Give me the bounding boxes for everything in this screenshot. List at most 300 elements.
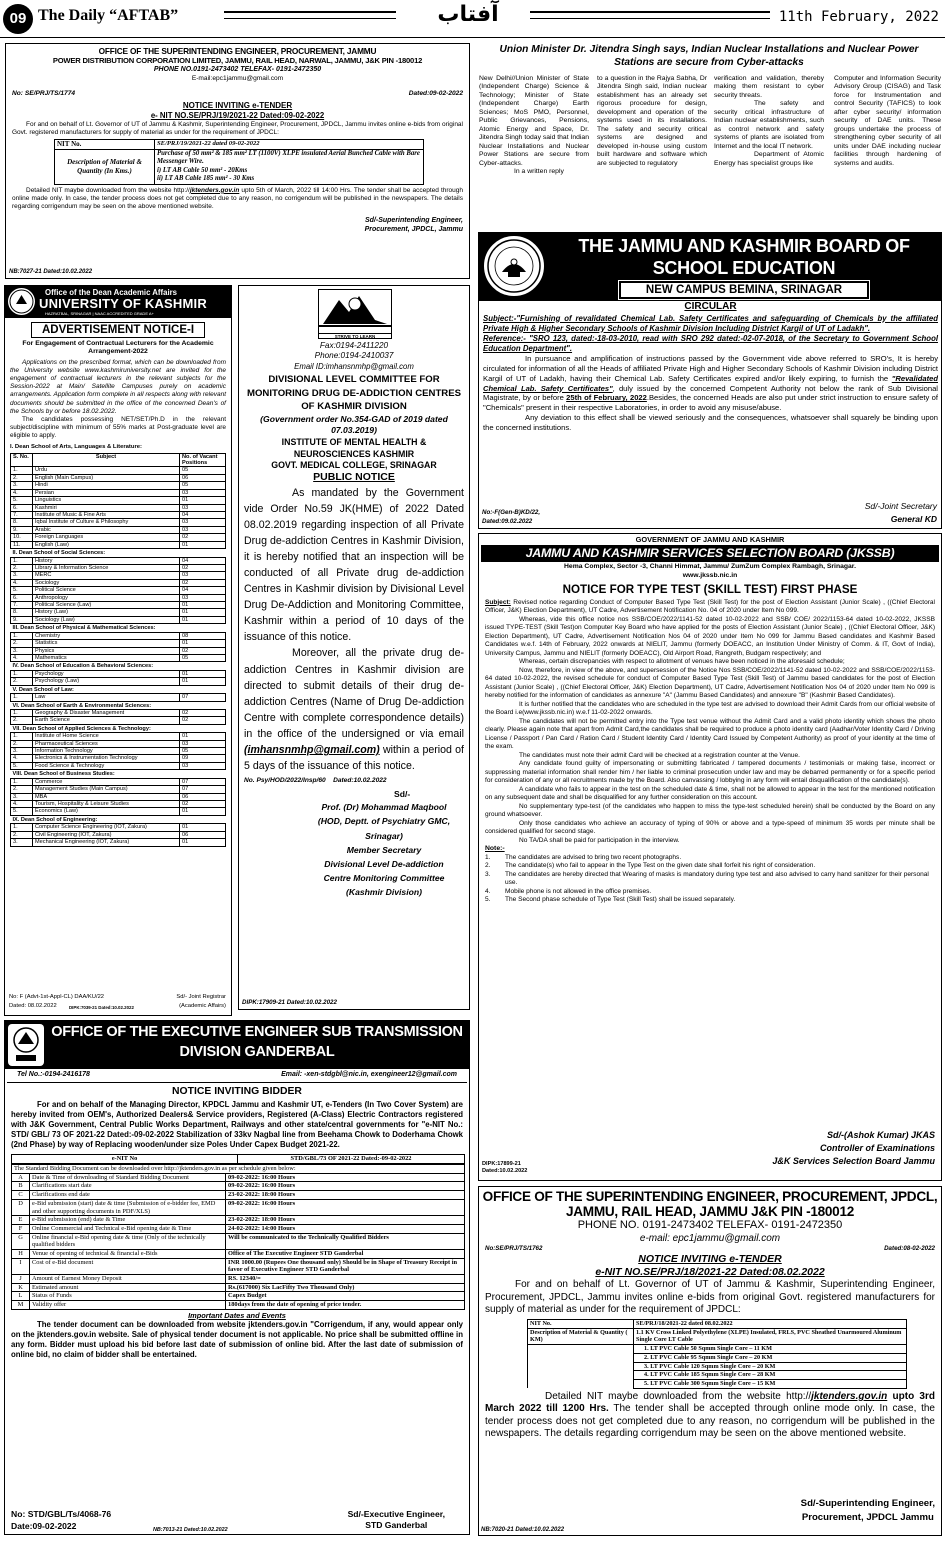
jpdcl-nit-label: NIT No.: [528, 1319, 634, 1328]
jpdcl-nb: NB:7020-21 Dated:10.02.2022: [481, 1526, 565, 1533]
ku-row-number: 6.: [11, 504, 33, 511]
ku-row-positions: 08: [180, 632, 226, 639]
ku-row-subject: Earth Science: [33, 717, 180, 724]
imhans-committee: DIVISIONAL LEVEL COMMITTEE FOR MONITORING DRUG DE-ADDICTION CENTRES OF KASHMIR DIVISION: [246, 374, 462, 413]
website-link[interactable]: jktenders.gov.in: [189, 186, 240, 194]
ku-row-positions: 02: [180, 647, 226, 654]
jkssb-note-number: 2.: [485, 862, 491, 870]
ku-row-positions: 05: [180, 748, 226, 755]
ku-row-number: 3.: [11, 748, 33, 755]
ku-section-heading: IV. Dean School of Education & Behavioral Sciences:: [12, 663, 154, 670]
ku-row-subject: Arabic: [33, 526, 180, 533]
ganderbal-email: Email: -xen-stdgbl@nic.in, exengineer12@gmail.com: [281, 1071, 457, 1078]
jkssb-paragraph: No TA/DA shall be paid for participation in the interview.: [519, 836, 680, 844]
ku-row-subject: Management Studies (Main Campus): [33, 786, 180, 793]
article-col-3b: The safety and security critical infrastructure of Indian nuclear establishments, such as control network and safety systems of plants are isolated from Internet and the local IT network.: [714, 100, 824, 150]
ku-section-row: [11, 724, 226, 732]
ku-row-subject: English (Main Campus): [33, 474, 180, 481]
jkssb-subject: Subject: Revised notice regarding Conduct of Computer Based Type Test (Skill Test) for the post of Election Assistant (Junior Scale) , ((Chief Electoral Officer, J&K) Election Department), UT Cadre, Advertisement Notification No. 04 of 2020 under Item No 099.: [485, 598, 935, 615]
bose-title-1: THE JAMMU AND KASHMIR BOARD OF: [578, 236, 910, 256]
ku-row-number: 5.: [11, 497, 33, 504]
jpdcl-item-row: [528, 1362, 907, 1371]
ku-vacancy-row: [11, 497, 226, 504]
imhans-signatory: Prof. (Dr) Mohammad Maqbool (HOD, Deptt. of Psychiatry GMC, Srinagar) Member Secretary Divisional Level De-addiction Centre Monitoring Committee (Kashmir Division): [317, 802, 451, 898]
ku-row-number: 2.: [11, 740, 33, 747]
bose-title-2: SCHOOL EDUCATION: [652, 258, 836, 278]
ku-dipk: DIPK:7039-21 Dated:10.02.2022: [69, 1004, 134, 1010]
kashmir-university-advertisement: [4, 285, 232, 1016]
imhans-public-notice: [238, 285, 470, 1010]
ganderbal-row-key: G: [12, 1233, 30, 1249]
ku-row-positions: 01: [180, 733, 226, 740]
ku-row-number: 2.: [11, 717, 33, 724]
ku-row-subject: Political Science (Law): [33, 602, 180, 609]
ku-row-positions: 03: [180, 762, 226, 769]
ganderbal-nit-label: e-NIT No: [12, 1155, 238, 1164]
masthead: [0, 0, 945, 40]
ku-para-2: The candidates possessing NET/SET/Ph.D in the relevant subject/discipline with minimum of 55% marks at Post-graduate level are eligible to apply.: [10, 415, 226, 440]
ku-row-number: 6.: [11, 594, 33, 601]
imhans-email: Email ID:imhansnmhp@gmail.com: [294, 361, 414, 371]
ku-vacancy-row: [11, 801, 226, 808]
jkssb-signature: Sd/-(Ashok Kumar) JKAS Controller of Examinations J&K Services Selection Board Jammu: [772, 1130, 935, 1167]
ku-row-subject: Tourism, Hospitality & Leisure Studies: [33, 801, 180, 808]
ku-row-positions: 06: [180, 831, 226, 838]
page-number: 09: [3, 4, 33, 34]
tender-intro: For and on behalf of Lt. Governor of UT of Jammu & Kashmir, Superintending Engineer, Procurement, JPDCL, Jammu invites online e-bids from original Govt. registered manufacturers for supply of material as under for the requirement of JPDCL:: [12, 120, 463, 136]
ku-vacancy-row: [11, 647, 226, 654]
ku-row-number: 2.: [11, 564, 33, 571]
ku-vacancy-row: [11, 489, 226, 496]
reference-number: No: SE/PRJ/TS/1774: [12, 89, 76, 97]
imhans-emblem: STRIVE TO LEARN: [318, 289, 392, 339]
ku-row-number: 2.: [11, 831, 33, 838]
imhans-phone: Phone:0194-2410037: [314, 351, 394, 361]
circular-warning: Any deviation to this effect shall be viewed seriously and the consequences, whatsoever shall squarely be binding upon the concerned institutions.: [483, 413, 938, 433]
ku-row-positions: 07: [180, 786, 226, 793]
imhans-college: GOVT. MEDICAL COLLEGE, SRINAGAR: [271, 460, 437, 471]
imhans-ref: No. Psy/HOD/2022/Insp/60 Dated:10.02.2022: [244, 777, 387, 785]
ku-row-positions: 09: [180, 755, 226, 762]
ku-row-subject: Persian: [33, 489, 180, 496]
signature-line-1: Sd/-Superintending Engineer,: [364, 217, 463, 225]
ganderbal-tender-notice: [4, 1020, 470, 1535]
ganderbal-schedule-row: [12, 1301, 465, 1310]
ku-vacancy-row: [11, 534, 226, 541]
jpdcl-signature: Sd/-Superintending Engineer, Procurement, JPDCL Jammu: [800, 1498, 935, 1523]
ku-subtitle: HAZRATBAL, SRINAGAR | NAAC ACCREDITED GRADE A+: [45, 311, 154, 316]
jkssb-paragraph: Whereas, vide this office notice nos SSB/COE/2022/1141-52 dated 10-02-2022 and SSB/ COE/ 2022/1153-64 dated 10-02-2022, JKSSB issued TYPE-TEST (Skill Test)on Computer Key Board who have applied for the posts of Election Assistant (Junior Scale) , ((Chief Electoral Officer, J&K) Election Department), UT Cadre, Advertisement Notification Nos 04 of 2020 under Item No 099 for Jammu Based candidates and Kashmir Based Candidates w.e.f. 14th of February, 2022 onwards at NIELIT, Jammu (formerly DOEACC, an Institution Under Ministry of Comm. & IT, Govt of India), University Campus, Jammu and NIELIT (formerly DOEACC), Old Airport Road, Rangreth, Budgam respectively; and: [485, 615, 935, 657]
ku-vacancy-table: [10, 453, 226, 847]
ku-vacancy-row: [11, 678, 226, 685]
jkssb-paragraph: Only those candidates who achieve an accuracy of typing of 90% or above and a type-speed of minimum 35 words per minute shall be considered qualified for second stage.: [485, 819, 935, 836]
ganderbal-row-key: K: [12, 1283, 30, 1292]
jkssb-paragraph: Now, therefore, in view of the above, and supersession of the Notice Nos SSB/COE/2022/1141-52 dated 10-02-2022 and SSB/COE/2022/1153-64 dated 10-02-2022, the revised schedule for conduct of Computer Based Type Test (Skill Test) of Jammu based candidates for the post of Election Assistant (Junior Scale) , ((Chief Electoral Officer, J&K) Election Department), UT Cadre, Advertisement Notification Nos 04 of 2020 under Item No 099 is hereby notified for the information of candidates as annexure "A" (Jammu Based Candidates) and annexure "B" (Kashmir Based Candidates).: [485, 666, 935, 700]
imhans-institute: INSTITUTE OF MENTAL HEALTH & NEUROSCIENCES KASHMIR: [281, 436, 427, 459]
ganderbal-schedule-row: [12, 1216, 465, 1225]
ganderbal-row-key: L: [12, 1292, 30, 1301]
ku-row-subject: Electronics & Instrumentation Technology: [33, 755, 180, 762]
ganderbal-row-key: E: [12, 1216, 30, 1225]
ku-row-number: 5.: [11, 587, 33, 594]
tender-notice-jpdcl-cables: [478, 1186, 942, 1536]
ku-row-positions: 03: [180, 519, 226, 526]
ganderbal-emblem: [8, 1024, 44, 1066]
jkssb-note-number: 3.: [485, 870, 491, 878]
ku-row-subject: Economics (Law): [33, 808, 180, 815]
ganderbal-row-value: Rs.(617000) Six LacFifty Two Thousand Only): [226, 1283, 465, 1292]
jkssb-board: JAMMU AND KASHMIR SERVICES SELECTION BOARD (JKSSB): [481, 545, 939, 562]
ganderbal-row-description: e-Bid submission (start) date & time (Submission of e-bidder fee, EMD and other supporting documents in PDF/XLS): [30, 1199, 226, 1215]
ku-row-number: 4.: [11, 801, 33, 808]
ganderbal-notice-title: NOTICE INVITING BIDDER: [172, 1085, 302, 1097]
ku-vacancy-row: [11, 504, 226, 511]
ku-row-number: 2.: [11, 640, 33, 647]
jkssb-notice-title: NOTICE FOR TYPE TEST (SKILL TEST) FIRST PHASE: [562, 583, 858, 597]
ganderbal-schedule-row: [12, 1292, 465, 1301]
jkssb-paragraph: No supplementary type-test (of the candidates who happen to miss the type-test scheduled herein) shall be conducted by the Board on any ground whatsoever.: [485, 802, 935, 819]
article-col-1b: In a written reply: [514, 168, 564, 176]
ku-row-subject: Mathematics: [33, 654, 180, 661]
ganderbal-schedule-row: [12, 1224, 465, 1233]
ku-row-subject: Civil Engineering (IOT, Zakura): [33, 831, 180, 838]
ku-section-row: [11, 685, 226, 693]
ku-vacancy-row: [11, 632, 226, 639]
item-2: ii) LT AB Cable 185 mm² - 30 Kms: [157, 175, 255, 183]
jkssb-type-test-notice: [478, 533, 942, 1181]
ku-vacancy-row: [11, 557, 226, 564]
ku-vacancy-row: [11, 572, 226, 579]
bose-circular: [478, 232, 942, 529]
description-label: Description of Material & Quantity (In Kms.): [55, 149, 155, 184]
ganderbal-sign: Sd/-Executive Engineer, STD Ganderbal: [347, 1509, 445, 1530]
jkssb-paragraph: The candidates must note their admit Card will be checked at a registration counter at the Venue.: [519, 751, 800, 759]
article-col-3c: Department of Atomic Energy has specialist groups like: [714, 151, 824, 167]
ku-row-positions: 01: [180, 808, 226, 815]
ku-row-number: 4.: [11, 579, 33, 586]
ku-row-subject: Kashmiri: [33, 504, 180, 511]
ku-row-subject: Institute of Home Science: [33, 733, 180, 740]
ku-row-positions: 06: [180, 793, 226, 800]
jkssb-note-text: The candidates are advised to bring two recent photographs.: [505, 853, 682, 861]
jkssb-note-number: 1.: [485, 853, 491, 861]
ku-vacancy-row: [11, 594, 226, 601]
ganderbal-row-description: Validity offer: [30, 1301, 226, 1310]
article-col-2: to a question in the Rajya Sabha, Dr Jitendra Singh said, Indian nuclear establishment has an already set rigorous procedure for design, development and operation of the systems used in its installations. The safety and security critical systems are designed and developed in-house using custom built hardware and software which are subjected to regulatory: [597, 75, 707, 167]
masthead-logo: آفتاب: [437, 2, 499, 27]
jkssb-note-number: 4.: [485, 887, 491, 895]
ganderbal-intro: For and on behalf of the Managing Director, KPDCL Jammu and Kashmir UT, e-Tenders (In Two Cover System) are hereby invited from OEM's, Authorized Dealers& Service providers, Registered (A-Class) Electric Contractors registered with J&K Government, Central Public Works Department, Railways and other state/central governments for "e-NIT No.: STD/ GBL/ 73 OF 2021-22 Dated:-09-02-2022 Stabilization of 33kv Nagbal line from Beehama Chowk to Doderhama Chowk (2nd Phase) by way of Replacing wooden/under size Poles Under Capex Budget 2021-22.: [11, 1099, 463, 1150]
ku-row-positions: 01: [180, 541, 226, 548]
ku-section-1: I. Dean School of Arts, Languages & Literature:: [10, 444, 143, 451]
ku-header-positions: No. of Vacant Positions: [180, 453, 226, 467]
news-article-nuclear: [476, 43, 942, 231]
ganderbal-row-key: A: [12, 1173, 30, 1182]
imhans-sd: Sd/-: [394, 789, 411, 800]
article-col-4: Computer and Information Security Advisory Group (CISAG) and Task force for Instrumentation and control Security (TAFICS) to look after cyber security/ information security of DAE units. These groups undertake the process of strengthening cyber security of all units under DAE including nuclear facilities through hardening of systems and audits.: [834, 75, 941, 167]
ganderbal-row-description: Clarifications end date: [30, 1191, 226, 1200]
ganderbal-tel: Tel No.:-0194-2416178: [17, 1071, 90, 1078]
ganderbal-row-description: Amount of Earnest Money Deposit: [30, 1275, 226, 1284]
imhans-para-1: As mandated by the Government vide Order No.59 JK(HME) of 2022 Dated 08.02.2019 regarding inspection of all Private Drug de-addiction Centres in Kashmir Division, it is hereby notified that an inspection will be conducted of all Private drug de-addiction Centres in Kashmir division by Divisional Level Drug De-Addiction and Monitoring Committee, Kashmir within a period of 10 days of the issuance of this notice.: [244, 486, 464, 644]
ku-para-1: Applications on the prescribed format, which can be downloaded from the University website www.kashmiruniversity.net are invited for the engagement of contractual lecturers in the relevant subjects for the Session-2022 at Main/ Satellite Campuses purely on academic arrangements. Application form complete in all respects along with relevant documents should be submitted in the office of the concerned Dean's of the Schools by or before 18.02.2022.: [10, 358, 226, 415]
ganderbal-schedule-head: The Standard Bidding Document can be downloaded over http://jktenders.gov.in as per schedule given below:: [12, 1165, 465, 1174]
ku-row-positions: 05: [180, 482, 226, 489]
ku-section-row: [11, 815, 226, 823]
jkssb-government: GOVERNMENT OF JAMMU AND KASHMIR: [635, 535, 785, 544]
jpdcl-item-row: [528, 1345, 907, 1354]
jpdcl-table: [527, 1319, 907, 1389]
ku-row-number: 1.: [11, 557, 33, 564]
jpdcl-desc-label: Description of Material & Quantity ( KM): [528, 1328, 634, 1345]
jkssb-note-label: Note:-: [485, 845, 505, 853]
ku-row-number: 1.: [11, 709, 33, 716]
jkssb-note-number: 5.: [485, 896, 491, 904]
ku-row-number: 1.: [11, 778, 33, 785]
ganderbal-row-key: I: [12, 1258, 30, 1274]
ku-footer-number: No: F (Advt-1st-Appl-CL) DAA/KU/22: [9, 993, 105, 1000]
article-col-1: New Delhi//Union Minister of State (Independent Charge) Science & Technology; Minister of State (Independent Charge) Earth Sciences; MoS PMO, Personnel, Public Grievances, Pensions, Atomic Energy and Space, Dr. Jitendra Singh today said that Indian Nuclear Installations and Nuclear Power Stations are secure from Cyber-attacks.: [479, 75, 589, 167]
ku-row-number: 1.: [11, 632, 33, 639]
imhans-dipk: DIPK:17909-21 Dated:10.02.2022: [242, 999, 337, 1007]
jpdcl-dated: Dated:08-02-2022: [884, 1245, 935, 1253]
ganderbal-body: The tender document can be downloaded from website jktenders.gov.in "Corrigendum, if any, would appear only on the jktenders.gov.in website. Sale of physical tender document is not applicable. No price shall be submitted offline in any form. Bidder must upload his bid before last date of submission of online bid. After the last date of submission of online bid, no claim of bidder shall be entertained.: [11, 1320, 463, 1360]
ku-vacancy-row: [11, 609, 226, 616]
circular-subject: Subject:-"Furnishing of revalidated Chemical Lab. Safety Certificates and safeguarding of Chemicals by the affiliated Private High & Higher Secondary Schools of Kashmir Division Including District Kargil of UT of Ladakh".: [483, 313, 938, 333]
tender-notice-procurement-jammu: [5, 43, 470, 279]
ku-row-number: 3.: [11, 647, 33, 654]
ku-row-number: 1.: [11, 733, 33, 740]
ku-row-subject: Hindi: [33, 482, 180, 489]
jpdcl-item: 3. LT PVC Cable 120 Sqmm Single Core – 20 KM: [634, 1362, 907, 1371]
ganderbal-row-description: Status of Funds: [30, 1292, 226, 1301]
jkssb-paragraph: It is further notified that the candidates who are scheduled in the type test are advised to download their Admit Cards from our official website of the Board i.e(www.jkssb.nic.in) w.e.f 11-02-2022 onwards.: [485, 700, 935, 717]
ku-vacancy-row: [11, 831, 226, 838]
ku-vacancy-row: [11, 670, 226, 677]
ku-row-subject: Foreign Languages: [33, 534, 180, 541]
ku-university: UNIVERSITY OF KASHMIR: [39, 296, 207, 311]
jpdcl-nit-value: SE/PRJ/18/2021-22 dated 08.02.2022: [634, 1319, 907, 1328]
ku-vacancy-row: [11, 824, 226, 831]
ku-vacancy-row: [11, 616, 226, 623]
ku-dean-office: Office of the Dean Academic Affairs: [45, 288, 178, 297]
ku-vacancy-row: [11, 519, 226, 526]
nit-number: e- NIT NO.SE/PRJ/19/2021-22 Dated:09-02-2022: [150, 111, 325, 121]
ku-row-positions: 03: [180, 572, 226, 579]
ganderbal-nb: NB:7013-21 Dated:10.02.2022: [153, 1527, 228, 1533]
jkssb-note: [485, 888, 935, 897]
ganderbal-row-value: 24-02-2022: 14:00 Hours: [226, 1224, 465, 1233]
jkssb-note: [485, 871, 935, 888]
ganderbal-row-value: 23-02-2022: 18:00 Hours: [226, 1191, 465, 1200]
ganderbal-row-value: 09-02-2022: 16:00 Hours: [226, 1173, 465, 1182]
ku-row-positions: 04: [180, 511, 226, 518]
ku-row-subject: MBA: [33, 793, 180, 800]
ku-vacancy-row: [11, 762, 226, 769]
ku-row-positions: 06: [180, 474, 226, 481]
ku-section-row: [11, 662, 226, 670]
circular-sign-2: General KD: [890, 514, 937, 524]
jpdcl-office: OFFICE OF THE SUPERINTENDING ENGINEER, PROCUREMENT, JPDCL,: [482, 1189, 938, 1204]
ganderbal-row-value: Office of The Executive Engineer STD Ganderbal: [226, 1249, 465, 1258]
ku-row-subject: Political Science: [33, 587, 180, 594]
ganderbal-row-description: Cost of e-Bid document: [30, 1258, 226, 1274]
ku-row-positions: 02: [180, 579, 226, 586]
ku-row-subject: Physics: [33, 647, 180, 654]
description-value: Purchase of 50 mm² & 185 mm² LT (1100V) XLPE insulated Aerial Bunched Cable with Bare Messenger Wire.: [157, 149, 420, 166]
ku-row-number: 3.: [11, 839, 33, 846]
ganderbal-schedule-row: [12, 1182, 465, 1191]
jkssb-note: [485, 854, 935, 863]
ganderbal-row-key: M: [12, 1301, 30, 1310]
jkssb-address: Hema Complex, Sector -3, Channi Himmat, Jammu/ ZumZum Complex Rambagh, Srinagar.: [564, 563, 856, 571]
ku-row-number: 1.: [11, 670, 33, 677]
ku-row-positions: 01: [180, 670, 226, 677]
ku-vacancy-row: [11, 755, 226, 762]
ku-row-number: 2.: [11, 474, 33, 481]
circular-body: In pursuance and amplification of instructions passed by the Government vide above referred to SRO's, It is hereby circulated for information of all the Heads of affiliated Private High and Higher Secondary Schools of Kashmir Division including District Kargil of UT of Ladakh, having their Chemical Lab. Safety Certificates expired and/or likely expiring, to furnish the "Revalidated Chemical Lab. Safety Certificates", duly issued by the concerned Competent Authority not below the rank of Sub Divisional Magistrate, by or before 25th of February, 2022.Besides, the concerned Heads are also put under strict instruction to ensure safety of "Chemicals" present in their respective Laboratories, in order to avoid any misuse/abuse.: [483, 354, 938, 413]
ku-row-number: 8.: [11, 519, 33, 526]
item-1: i) LT AB Cable 50 mm² - 20Kms: [157, 166, 248, 174]
ku-row-number: 1.: [11, 467, 33, 474]
circular-date: Dated:09.02.2022: [482, 518, 533, 525]
jpdcl-notice-title: NOTICE INVITING e-TENDER: [638, 1253, 782, 1265]
ku-row-number: 4.: [11, 654, 33, 661]
ku-row-positions: 02: [180, 717, 226, 724]
jpdcl-ref: No:SE/PRJ/TS/1762: [485, 1245, 543, 1253]
ganderbal-title-2: DIVISION GANDERBAL: [179, 1044, 335, 1060]
ku-section-heading: VI. Dean School of Earth & Environmental Sciences:: [12, 702, 152, 709]
ku-header-sno: S. No.: [11, 453, 33, 467]
ku-row-positions: 05: [180, 654, 226, 661]
jkssb-paragraph: The candidates will not be permitted entry into the Type test venue without the Admit Card and a valid photo identity which shows the photo clearly. Please again note that apart from Admit Card,the candidates shall be required to produce a photo identity card (Aadhar/Voter Identity Card / Driving License / Passport / Pan Card / Ration Card / Student Identity Card / Identity Card Issued by Competent Authority) as proof of your identity at the time of the exam.: [485, 717, 935, 751]
ku-row-positions: 07: [180, 694, 226, 701]
ku-row-positions: 02: [180, 564, 226, 571]
imhans-fax: Fax:0194-2411220: [319, 341, 389, 350]
ku-row-subject: Linguistics: [33, 497, 180, 504]
ganderbal-row-value: 09-02-2022: 16:00 Hours: [226, 1199, 465, 1215]
ganderbal-schedule-row: [12, 1173, 465, 1182]
ku-row-positions: 03: [180, 740, 226, 747]
ku-vacancy-row: [11, 748, 226, 755]
ku-row-positions: 03: [180, 489, 226, 496]
ku-row-number: 3.: [11, 793, 33, 800]
ganderbal-row-key: B: [12, 1182, 30, 1191]
ganderbal-schedule-row: [12, 1199, 465, 1215]
ku-row-number: 1.: [11, 824, 33, 831]
bose-header: [479, 233, 941, 301]
ku-vacancy-row: [11, 694, 226, 701]
jkssb-paragraph: Any candidate found guilty of impersonating or submitting fabricated / tampered documents / testimonials or making false, incorrect or suppressing material information shall render him / her liable to criminal prosecution under law and may be debarred permanently or for a specific period for consideration of any or all recruitments made by the Board. Also canvassing / lobbying in any form will entail disqualification of the candidate(s).: [485, 760, 935, 785]
jkssb-paragraph: Whereas, certain discrepancies with respect to allotment of venues have been noticed in the aforesaid schedule;: [519, 658, 845, 666]
ku-row-subject: Psychology (Law): [33, 678, 180, 685]
ganderbal-row-value: Will be communicated to the Technically Qualified Bidders: [226, 1233, 465, 1249]
ku-row-subject: Statistics: [33, 640, 180, 647]
tender-body: Detailed NIT maybe downloaded from the website http://jktenders.gov.in upto 5th of March, 2022 till 14:00 Hrs. The tender shall be accepted through online made only. In case, the tender process does not get completed due to any reason, no corrigendum will be published in the newspapers. The details regarding corrigendum may be seen on the above mentioned website.: [12, 186, 463, 210]
ku-vacancy-row: [11, 808, 226, 815]
ku-vacancy-row: [11, 717, 226, 724]
ku-row-subject: Information Technology: [33, 748, 180, 755]
circular-reference: Reference:- "SRO 123, dated:-18-03-2010, read with SRO 292 dated:-02-07-2018, of the Secretary to Government School Education Department".: [483, 333, 938, 353]
bose-campus: NEW CAMPUS BEMINA, SRINAGAR: [619, 281, 869, 299]
ganderbal-row-description: Clarifications start date: [30, 1182, 226, 1191]
jpdcl-intro: For and on behalf of Lt. Governor of UT of Jammu & Kashmir, Superintending Engineer, Procurement, JPDCL, Jammu invites online e-bids from original Govt. registered manufacturers for supply of material as under for the requirement of JPDCL:: [485, 1279, 935, 1316]
dated: Dated:09-02-2022: [408, 89, 463, 97]
signature-line-2: Procurement, JPDCL, Jammu: [364, 225, 463, 233]
ku-row-positions: 05: [180, 467, 226, 474]
tender-table: [54, 139, 424, 185]
ku-row-number: 2.: [11, 678, 33, 685]
ku-row-positions: 01: [180, 678, 226, 685]
ku-engagement: For Engagement of Contractual Lecturers for the Academic Arrangement-2022: [22, 340, 214, 356]
jkssb-note: [485, 862, 935, 871]
ku-section-heading: IX. Dean School of Engineering:: [12, 816, 98, 823]
ku-section-heading: VII. Dean School of Applied Sciences & Technology:: [12, 725, 151, 732]
ku-row-number: 1.: [11, 694, 33, 701]
ku-row-subject: Iqbal Institute of Culture & Philosophy: [33, 519, 180, 526]
ku-section-heading: III. Dean School of Physical & Mathematical Sciences:: [12, 625, 156, 632]
ku-vacancy-row: [11, 640, 226, 647]
ganderbal-number: No: STD/GBL/Ts/4068-76: [11, 1509, 112, 1519]
masthead-divider: [0, 37, 945, 38]
paper-name: The Daily “AFTAB”: [38, 7, 179, 24]
ganderbal-schedule-row: [12, 1249, 465, 1258]
circular-number: No:-F(Gen-B)KD/22,: [482, 509, 541, 516]
jpdcl-item: 2. LT PVC Cable 95 Sqmm Single Core – 20 KM: [634, 1353, 907, 1362]
ku-vacancy-row: [11, 786, 226, 793]
ku-row-subject: History: [33, 557, 180, 564]
jpdcl-item-row: [528, 1371, 907, 1380]
ku-header: [5, 286, 231, 318]
ganderbal-row-key: D: [12, 1199, 30, 1215]
ku-row-positions: 01: [180, 616, 226, 623]
ku-row-number: 7.: [11, 602, 33, 609]
ku-row-subject: Pharmaceutical Sciences: [33, 740, 180, 747]
jpdcl-desc-value: 1.1 KV Cross Linked Polyethylene (XLPE) Insulated, FRLS, PVC Sheathed Unarmoured Aluminum Single Core LT Cable: [634, 1328, 907, 1345]
jpdcl-address: JAMMU, RAIL HEAD, JAMMU J&K PIN -180012: [566, 1204, 854, 1219]
ganderbal-row-description: Venue of opening of technical & financial e-Bids: [30, 1249, 226, 1258]
ku-row-positions: 01: [180, 839, 226, 846]
nit-label: NIT No.: [55, 140, 155, 150]
ku-row-positions: 01: [180, 609, 226, 616]
office-title: OFFICE OF THE SUPERINTENDING ENGINEER, PROCUREMENT, JAMMU: [98, 46, 377, 56]
ku-section-heading: V. Dean School of Law:: [12, 686, 74, 693]
ku-vacancy-row: [11, 482, 226, 489]
ku-notice-title: ADVERTISEMENT NOTICE-I: [31, 322, 205, 338]
jpdcl-body: Detailed NIT maybe downloaded from the website http://jktenders.gov.in upto 3rd March 2022 till 1200 Hrs. The tender shall be accepted through online mode only. In case, the tender process does not get completed due to any reason, no corrigendum will be published in the newspapers. The details regarding corrigendum may be seen on the above mentioned website.: [485, 1390, 935, 1440]
ku-row-number: 3.: [11, 482, 33, 489]
notice-title: NOTICE INVITING e-TENDER: [182, 101, 293, 111]
ku-row-positions: 03: [180, 526, 226, 533]
masthead-rule-right: [530, 11, 770, 19]
ku-vacancy-row: [11, 602, 226, 609]
ku-vacancy-row: [11, 654, 226, 661]
ganderbal-schedule-table: [11, 1164, 465, 1310]
ganderbal-row-description: Estimated amount: [30, 1283, 226, 1292]
ku-vacancy-row: [11, 709, 226, 716]
ku-row-number: 11.: [11, 541, 33, 548]
ku-emblem: [8, 288, 35, 315]
ku-section-row: [11, 549, 226, 557]
ku-sign-2: (Academic Affairs): [179, 1002, 226, 1009]
ku-row-subject: Law: [33, 694, 180, 701]
ku-row-subject: Anthropology: [33, 594, 180, 601]
ganderbal-row-key: F: [12, 1224, 30, 1233]
ku-row-subject: Psychology: [33, 670, 180, 677]
issue-date: 11th February, 2022: [778, 9, 939, 25]
ganderbal-row-description: Date & Time of downloading of Standard Bidding Document: [30, 1173, 226, 1182]
jkssb-note-text: Mobile phone is not allowed in the office premises.: [505, 887, 652, 895]
